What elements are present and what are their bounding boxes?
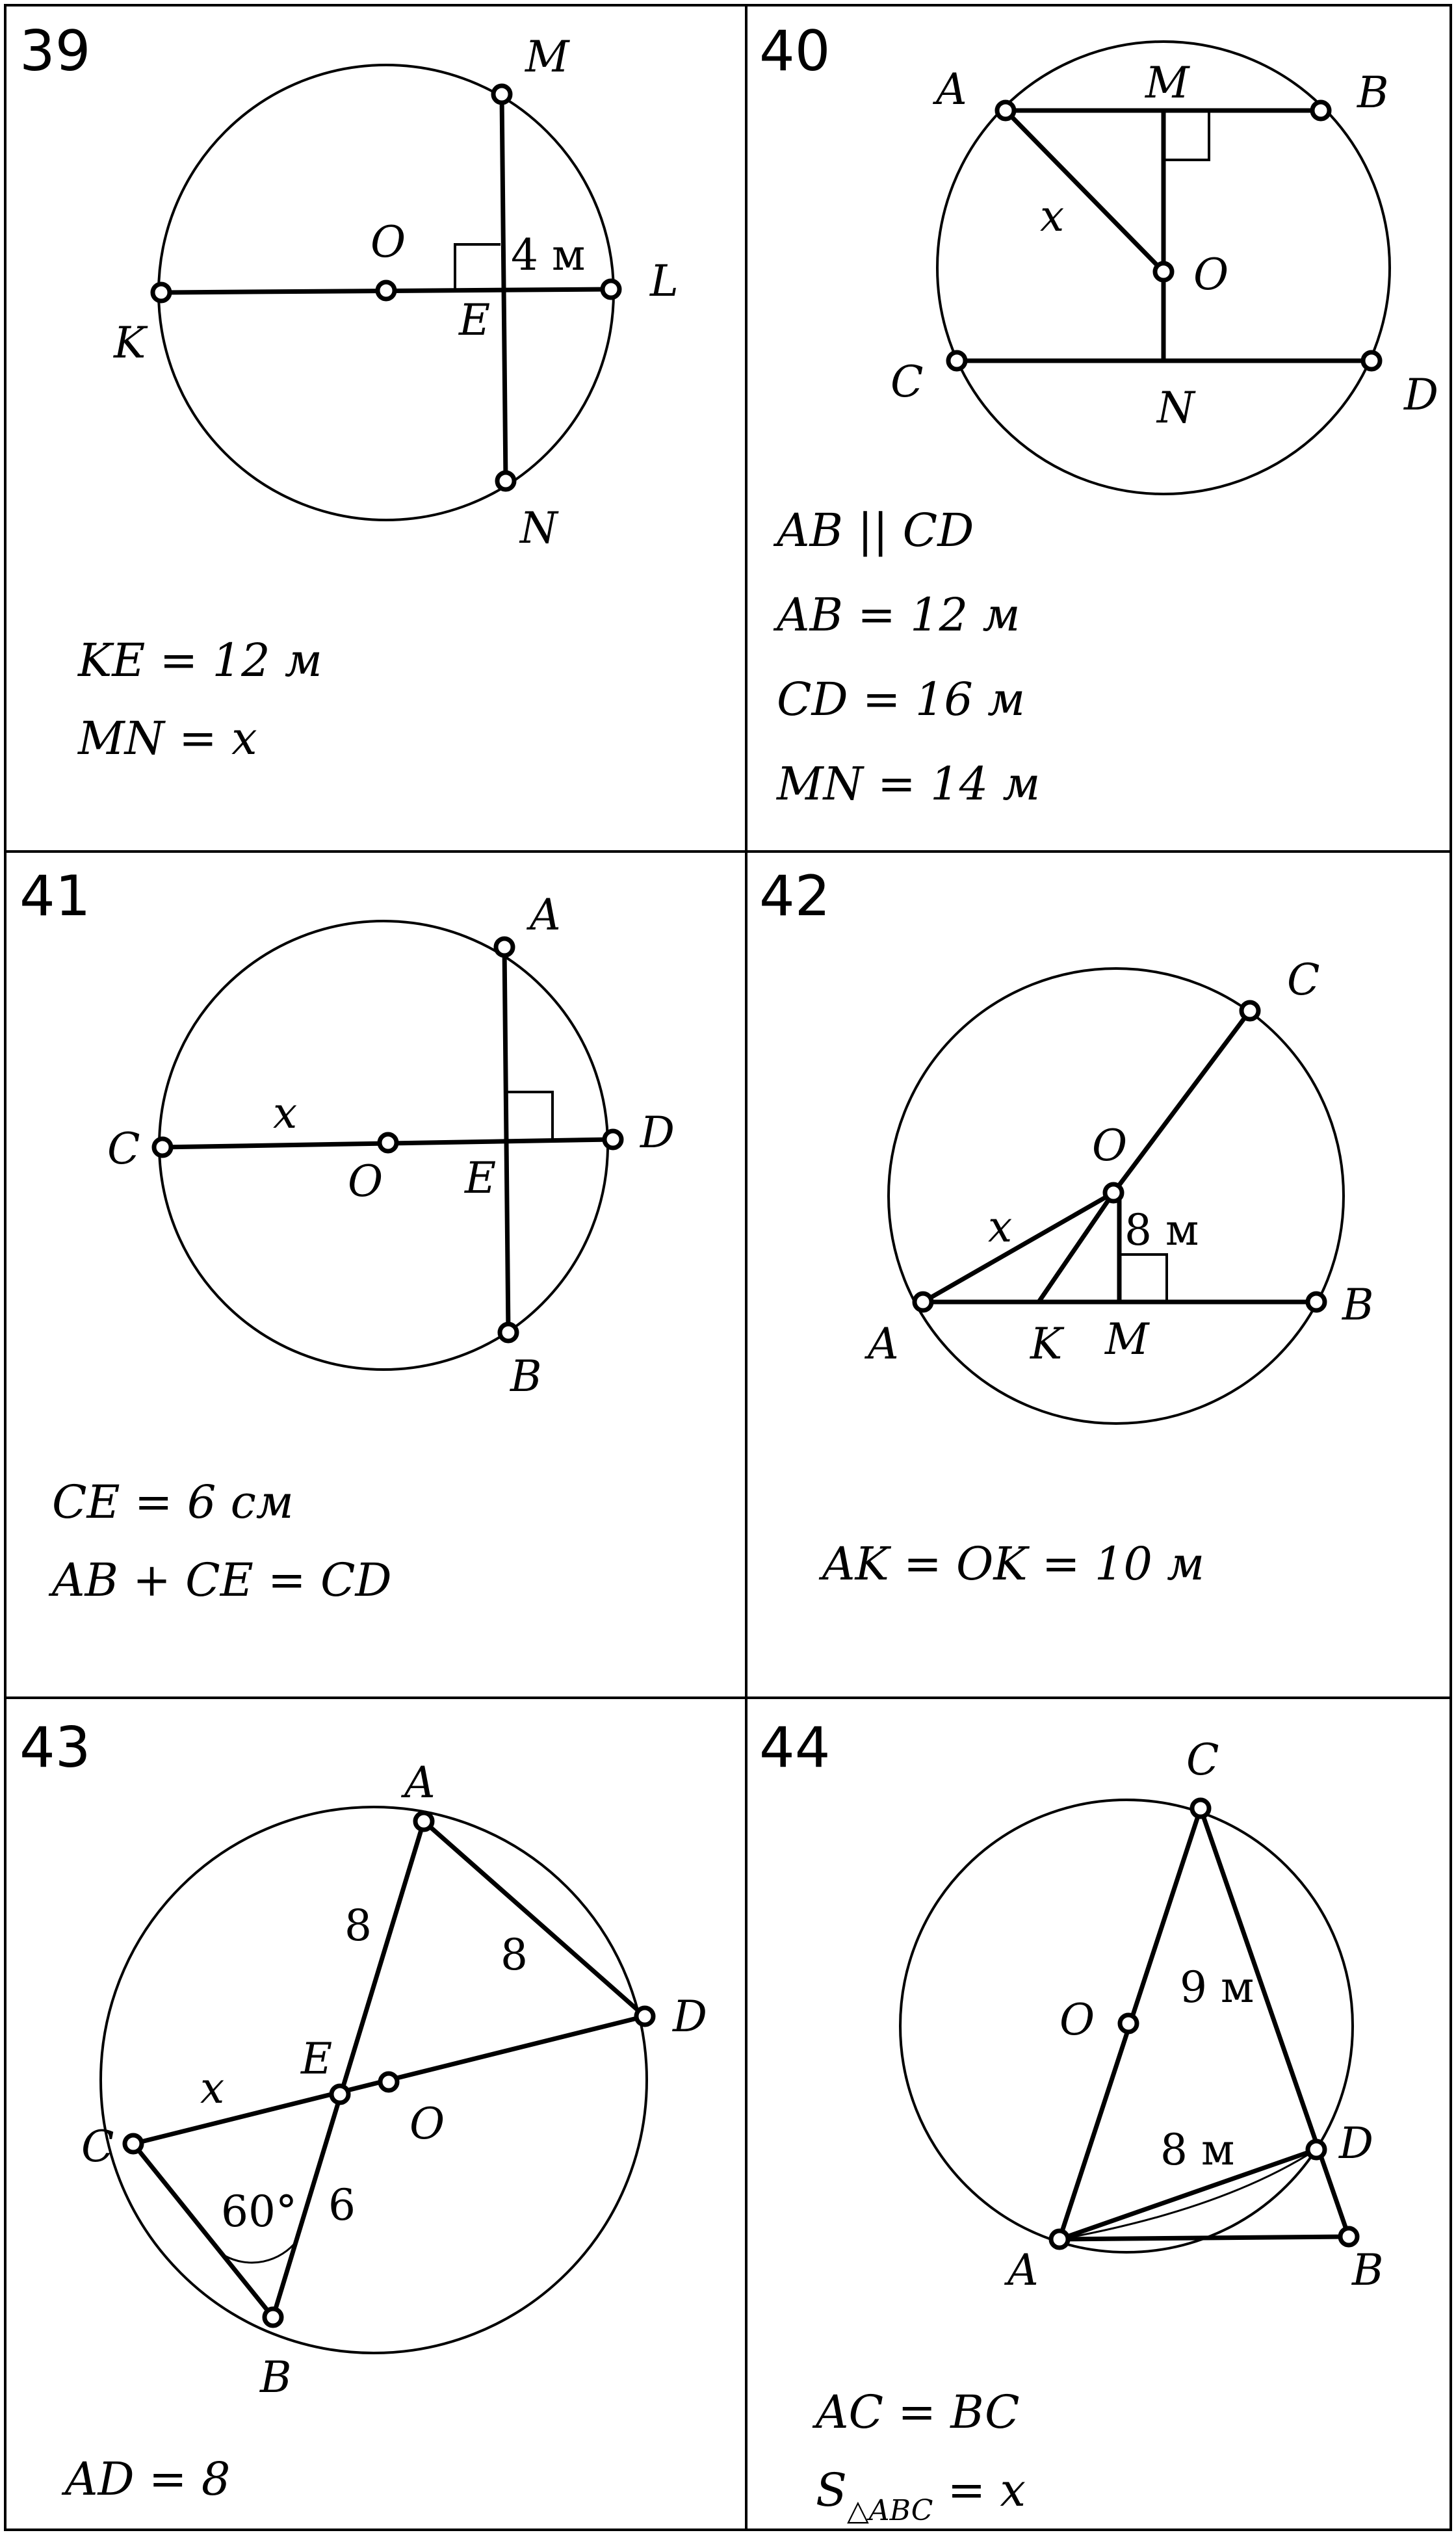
problem-42 [759, 864, 1374, 1591]
label-B: B [260, 2352, 292, 2402]
label-C: C [107, 1124, 140, 1174]
problem-number: 42 [759, 864, 831, 929]
point-A [997, 102, 1014, 119]
point-O [1155, 263, 1172, 280]
problem-40 [759, 19, 1438, 811]
point-M [493, 86, 510, 103]
label-B: B [1352, 2245, 1384, 2295]
circle [101, 1807, 647, 2353]
segment-label: 8 [344, 1901, 372, 1951]
label-A: A [404, 1758, 436, 1808]
point-N [497, 473, 514, 489]
segment-label: 8 м [1160, 2125, 1235, 2175]
segment-label: 8 [500, 1930, 528, 1980]
problem-number: 44 [759, 1715, 831, 1780]
condition: MN = x [78, 712, 257, 765]
segments [957, 110, 1372, 361]
area-condition [816, 2464, 1026, 2527]
point-O [1105, 1184, 1122, 1201]
label-N: N [520, 503, 558, 553]
problem-39 [20, 19, 679, 765]
label-D: D [640, 1108, 675, 1158]
label-A: A [936, 64, 967, 114]
problem-number: 40 [759, 19, 831, 84]
label-C: C [890, 357, 924, 407]
label-D: D [673, 1992, 707, 2042]
label-x: x [200, 2063, 225, 2113]
point-L [603, 281, 619, 298]
label-M: M [1145, 58, 1190, 108]
point-E [332, 2086, 348, 2103]
condition: AC = BC [816, 2386, 1020, 2439]
right-angle-mark [506, 1092, 552, 1139]
label-L: L [650, 256, 679, 306]
condition: AK = OK = 10 м [822, 1537, 1205, 1591]
condition: MN = 14 м [777, 757, 1041, 811]
point-C [125, 2135, 142, 2152]
point-C [948, 352, 965, 369]
label-O: O [1092, 1121, 1128, 1171]
label-A: A [530, 890, 561, 940]
label-O: O [410, 2099, 445, 2149]
label-x: x [1040, 191, 1065, 241]
point-O [378, 282, 395, 299]
label-D: D [1339, 2118, 1373, 2168]
point-D [1308, 2141, 1325, 2158]
problem-44 [759, 1715, 1384, 2527]
point-O [380, 2074, 397, 2090]
label-C: C [81, 2122, 114, 2172]
right-angle-mark [455, 244, 500, 290]
label-O: O [348, 1156, 384, 1206]
condition: AB = 12 м [777, 588, 1020, 642]
problem-41 [20, 864, 675, 1607]
area-value: = x [933, 2464, 1026, 2517]
right-angle-mark [1164, 110, 1209, 160]
label-K: K [114, 318, 146, 368]
label-K: K [1030, 1319, 1063, 1369]
label-x: x [273, 1088, 298, 1138]
label-B: B [1342, 1280, 1374, 1330]
label-x: x [988, 1202, 1013, 1252]
label-O: O [1060, 1995, 1095, 2045]
label-E: E [459, 295, 491, 345]
point-D [636, 2008, 653, 2025]
point-B [265, 2309, 281, 2326]
angle-arc [224, 2241, 297, 2263]
segment-label: 4 м [511, 230, 586, 280]
point-B [1312, 102, 1329, 119]
label-O: O [1193, 250, 1229, 300]
point-A [1051, 2231, 1068, 2248]
condition: AD = 8 [65, 2452, 231, 2506]
label-D: D [1404, 370, 1438, 420]
label-E: E [301, 2034, 333, 2084]
label-M: M [1105, 1314, 1149, 1364]
segment-label: 8 м [1124, 1205, 1199, 1255]
segment-label: 6 [328, 2180, 356, 2230]
problem-43 [20, 1715, 707, 2506]
point-C [1192, 1800, 1209, 1817]
angle-label: 60° [221, 2187, 297, 2237]
label-M: M [525, 32, 569, 82]
condition: CE = 6 см [52, 1476, 294, 1529]
point-A [496, 939, 513, 956]
area-symbol: S [816, 2464, 847, 2517]
label-A: A [1008, 2245, 1039, 2295]
label-A: A [868, 1319, 899, 1369]
area-subscript: △ABC [846, 2494, 933, 2527]
label-C: C [1186, 1735, 1219, 1785]
problem-number: 43 [20, 1715, 91, 1780]
point-K [153, 284, 170, 301]
point-D [604, 1131, 621, 1148]
point-C [1242, 1002, 1258, 1019]
point-A [915, 1294, 931, 1310]
point-O [1120, 2015, 1137, 2032]
segment-label: 9 м [1180, 1962, 1254, 2012]
point-B [1340, 2228, 1357, 2245]
label-C: C [1287, 955, 1320, 1005]
condition: AB || CD [777, 504, 974, 557]
point-A [415, 1813, 432, 1830]
problem-number: 39 [20, 19, 91, 84]
right-angle-mark [1119, 1254, 1167, 1302]
point-B [500, 1324, 517, 1341]
point-C [154, 1139, 171, 1156]
label-N: N [1157, 383, 1195, 433]
label-E: E [465, 1153, 497, 1203]
label-O: O [370, 217, 406, 267]
point-O [380, 1134, 396, 1151]
point-D [1363, 352, 1380, 369]
label-B: B [1357, 68, 1389, 118]
label-B: B [510, 1351, 542, 1401]
point-B [1308, 1294, 1325, 1310]
condition: AB + CE = CD [52, 1554, 392, 1607]
condition: KE = 12 м [78, 634, 322, 687]
condition: CD = 16 м [777, 673, 1026, 726]
problem-number: 41 [20, 864, 91, 929]
